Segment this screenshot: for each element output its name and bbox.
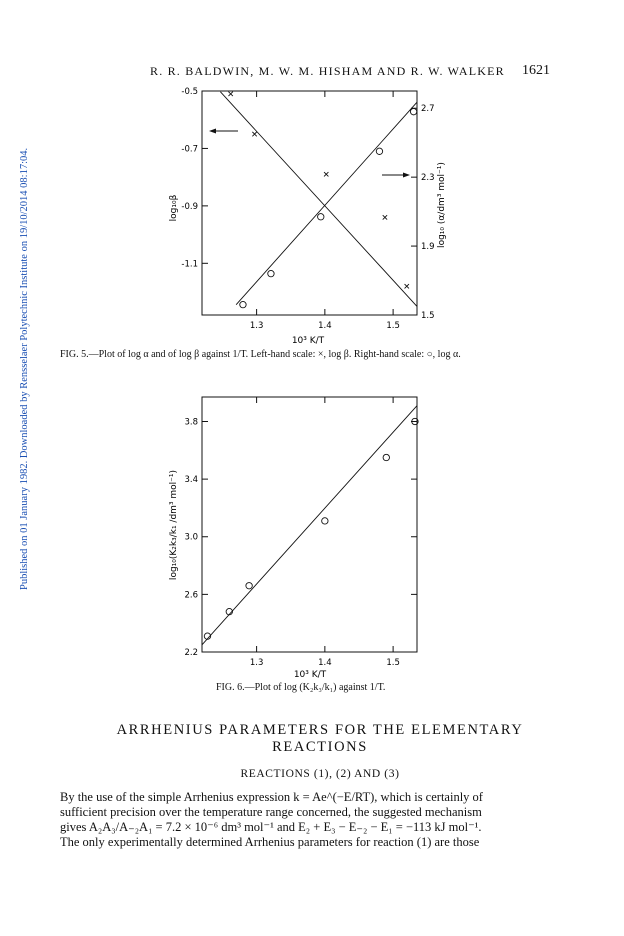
- y-tick-label-left: -0.9: [181, 201, 198, 212]
- y-tick-label: 3.0: [184, 532, 198, 543]
- figure-5-x-axis-label: 10³ K/T: [291, 336, 325, 346]
- x-tick-label: 1.4: [318, 658, 332, 668]
- paragraph-line: The only experimentally determined Arrhenius parameters for reaction (1) are those: [60, 835, 480, 849]
- figure-6-plot-frame: [202, 397, 417, 652]
- x-tick-label: 1.3: [249, 658, 264, 668]
- section-title-line-1: ARRHENIUS PARAMETERS FOR THE ELEMENTARY: [116, 722, 524, 738]
- y-tick-label: 3.4: [184, 475, 198, 486]
- y-tick-label-right: 2.3: [421, 173, 435, 184]
- figure-5-left-axis-label: log₁₀β: [169, 194, 179, 222]
- subheading: REACTIONS (1), (2) AND (3): [240, 768, 400, 780]
- log-beta-point: [252, 132, 256, 136]
- x-tick-label: 1.4: [318, 321, 332, 331]
- x-tick-label: 1.3: [249, 321, 264, 331]
- log-beta-point: [383, 215, 387, 219]
- y-tick-label: 2.2: [184, 648, 198, 658]
- left-scale-arrow: [209, 129, 238, 134]
- figure-5-plot-frame: [202, 91, 417, 315]
- figure-6-chart: [0, 380, 624, 690]
- data-point: [322, 518, 328, 524]
- y-tick-label-left: -0.5: [181, 87, 198, 97]
- y-tick-label-left: -0.7: [181, 144, 198, 155]
- section-title-line-2: REACTIONS: [272, 739, 368, 755]
- log-alpha-point: [410, 108, 416, 114]
- y-tick-label-right: 2.7: [421, 104, 435, 115]
- data-point: [246, 583, 252, 589]
- log-beta-point: [405, 284, 409, 288]
- log-alpha-point: [268, 270, 274, 276]
- x-tick-label: 1.5: [386, 321, 400, 331]
- figure-6-caption: FIG. 6.—Plot of log (K₂k₃/k₁) against 1/T.: [216, 682, 386, 693]
- log-alpha-point: [318, 214, 324, 220]
- y-tick-label: 3.8: [184, 417, 198, 428]
- y-tick-label-left: -1.1: [181, 259, 198, 270]
- y-tick-label: 2.6: [184, 590, 198, 601]
- log-beta-point: [324, 172, 328, 176]
- section-title: [60, 722, 580, 756]
- log-alpha-point: [240, 301, 246, 307]
- paragraph-line: gives A₂A₃/A₋₂A₁ = 7.2 × 10⁻⁶ dm³ mol⁻¹ and E₂ + E₃ − E₋₂ − E₁ = −113 kJ mol⁻¹.: [60, 820, 482, 834]
- y-tick-label-right: 1.5: [421, 311, 435, 321]
- figure-5-caption: FIG. 5.—Plot of log α and of log β against 1/T. Left-hand scale: ×, log β. Right-hand scale: ○, log α.: [60, 349, 461, 360]
- fit-line: [202, 406, 417, 645]
- body-paragraph: [60, 790, 560, 850]
- download-watermark-text: Published on 01 January 1982. Downloaded by Rensselaer Polytechnic Institute on 19/10/2014 08:17:04.: [19, 147, 30, 590]
- figure-5-chart: [0, 0, 624, 360]
- right-scale-arrow: [382, 173, 410, 178]
- log-beta-point: [228, 92, 232, 96]
- y-tick-label-right: 1.9: [421, 242, 435, 253]
- log-beta-fit-line: [220, 92, 417, 307]
- page-number: 1621: [522, 63, 550, 78]
- data-point: [383, 454, 389, 460]
- figure-6-x-axis-label: 10³ K/T: [293, 670, 327, 680]
- paragraph-line: By the use of the simple Arrhenius expression k = Ae^(−E/RT), which is certainly of: [60, 790, 483, 804]
- figure-5-right-axis-label: log₁₀ (α/dm³ mol⁻¹): [437, 162, 447, 248]
- x-tick-label: 1.5: [386, 658, 400, 668]
- header-authors: R. R. BALDWIN, M. W. M. HISHAM AND R. W. WALKER: [150, 64, 505, 78]
- paragraph-line: sufficient precision over the temperature range concerned, the suggested mechanism: [60, 805, 482, 819]
- log-alpha-fit-line: [236, 102, 417, 304]
- log-alpha-point: [376, 148, 382, 154]
- figure-6-y-axis-label: log₁₀(K₂k₃/k₁ /dm³ mol⁻¹): [169, 469, 179, 581]
